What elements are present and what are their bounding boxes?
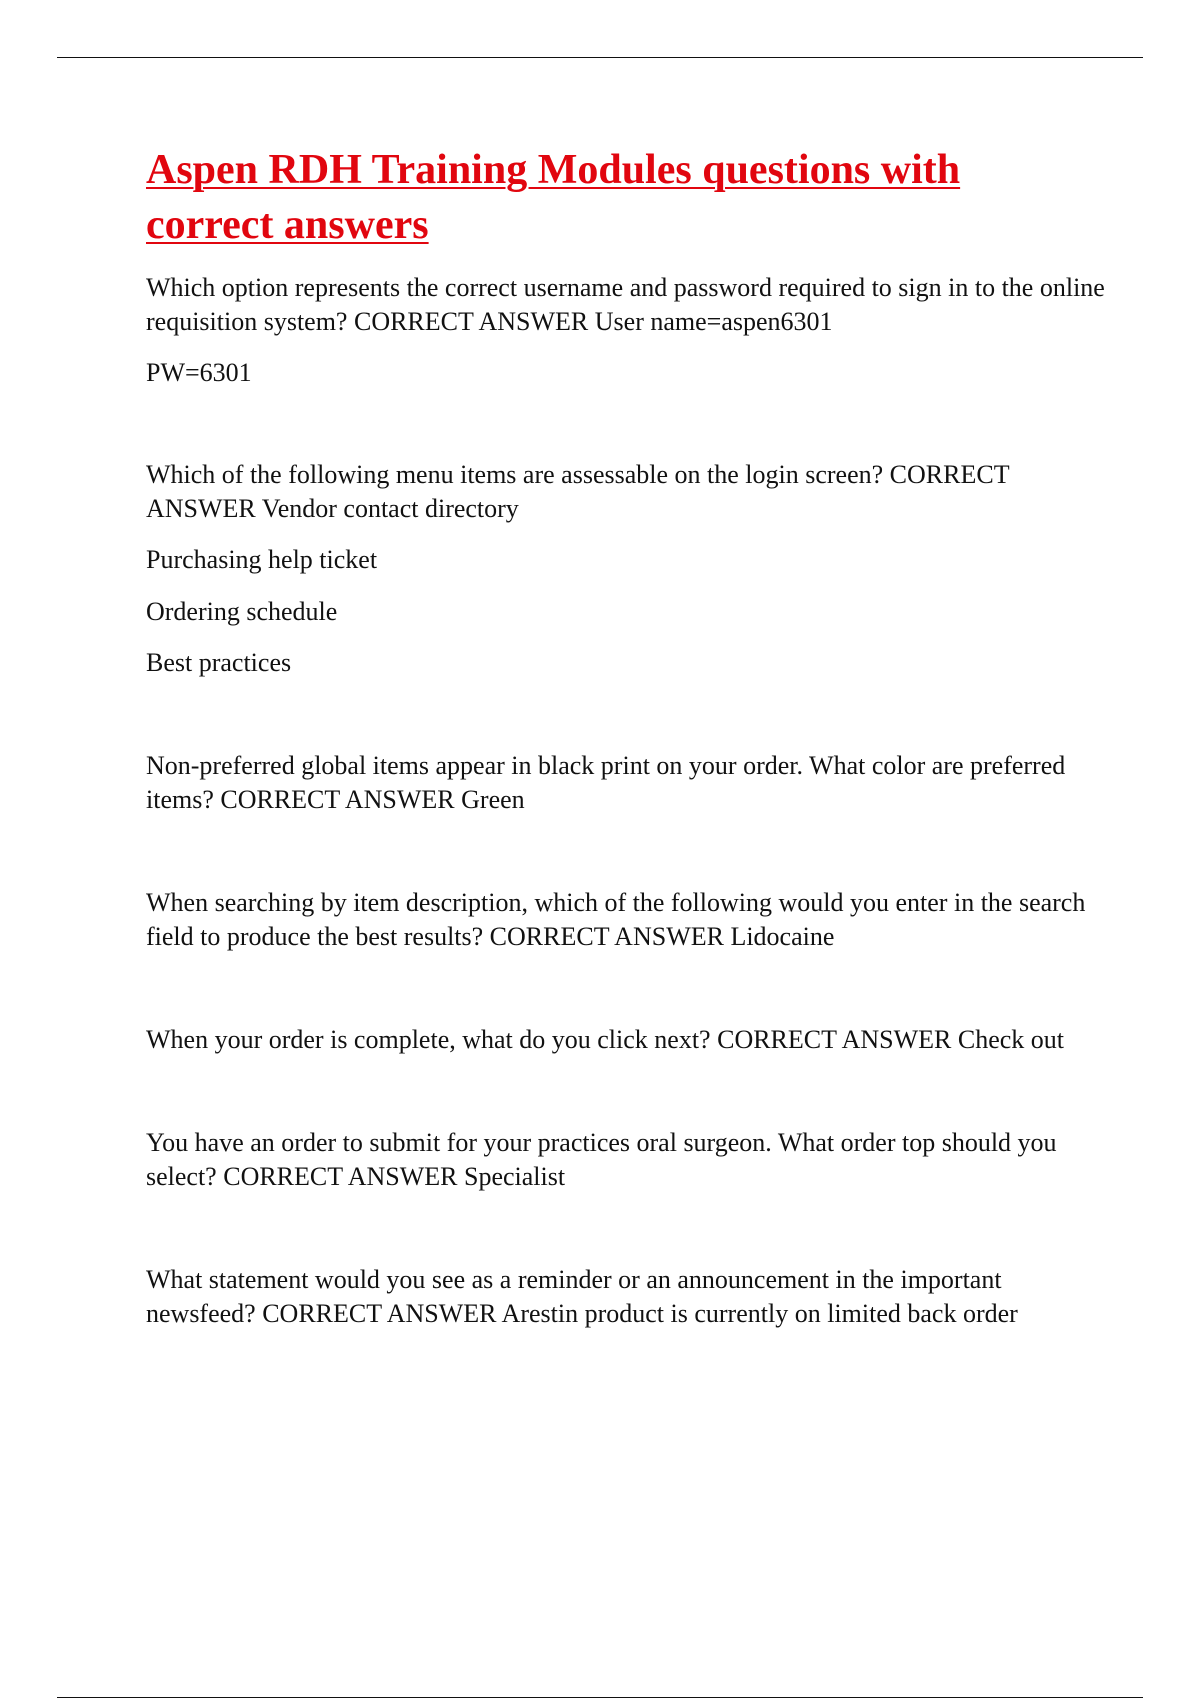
qa-item-3 xyxy=(146,749,1106,817)
qa-item-5 xyxy=(146,1023,1106,1057)
qa-question-answer: Which of the following menu items are assessable on the login screen? CORRECT ANSWER Vendor contact directory xyxy=(146,460,1010,523)
qa-question-answer: What statement would you see as a reminder or an announcement in the important newsfeed? CORRECT ANSWER Arestin product is currently on limited back order xyxy=(146,1265,1018,1328)
qa-item-6 xyxy=(146,1126,1106,1194)
qa-question-answer: When your order is complete, what do you click next? CORRECT ANSWER Check out xyxy=(146,1025,1065,1054)
document-body xyxy=(146,143,1106,1331)
qa-answer-line: Best practices xyxy=(146,648,292,677)
qa-item-7 xyxy=(146,1263,1106,1331)
qa-item-2 xyxy=(146,458,1106,680)
qa-question-answer: When searching by item description, which of the following would you enter in the search field to produce the best results? CORRECT ANSWER Lidocaine xyxy=(146,888,1086,951)
qa-answer-line: PW=6301 xyxy=(146,358,252,387)
qa-item-1 xyxy=(146,271,1106,390)
qa-question-answer: Non-preferred global items appear in black print on your order. What color are preferred items? CORRECT ANSWER Green xyxy=(146,751,1066,814)
qa-answer-line: Ordering schedule xyxy=(146,597,338,626)
qa-question-answer: Which option represents the correct username and password required to sign in to the online requisition system? CORRECT ANSWER User name=aspen6301 xyxy=(146,273,1105,336)
qa-question-answer: You have an order to submit for your practices oral surgeon. What order top should you select? CORRECT ANSWER Specialist xyxy=(146,1128,1057,1191)
qa-item-4 xyxy=(146,886,1106,954)
header-rule xyxy=(57,57,1143,58)
document-title: Aspen RDH Training Modules questions with correct answers xyxy=(146,147,961,248)
footer-rule xyxy=(57,1697,1143,1698)
qa-answer-line: Purchasing help ticket xyxy=(146,545,378,574)
